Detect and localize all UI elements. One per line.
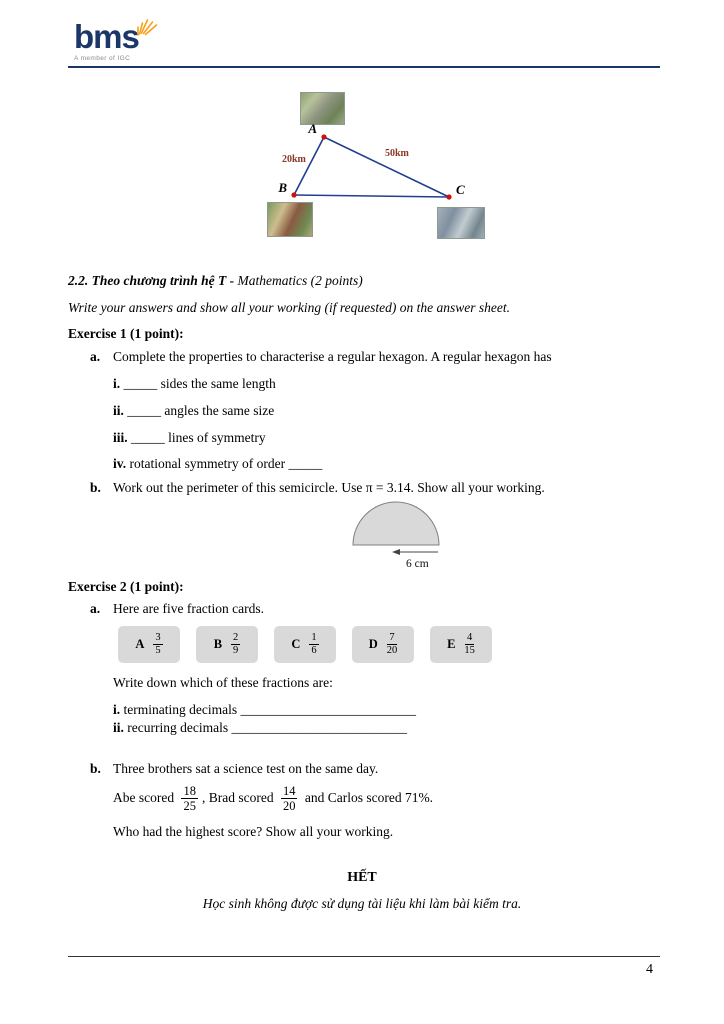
vertex-c-dot — [446, 194, 451, 199]
distance-ac-label: 50km — [385, 148, 409, 159]
section-heading — [68, 273, 363, 290]
card-d-numerator: 7 — [387, 632, 396, 645]
score-carlos-text: and Carlos scored 71%. — [304, 790, 434, 805]
ex2-item-b-label: b. — [90, 761, 101, 776]
card-b-numerator: 2 — [231, 632, 240, 645]
card-e-letter: E — [447, 637, 456, 651]
abe-fraction — [181, 784, 198, 814]
write-down-text: Write down which of these fractions are: — [113, 675, 333, 690]
section-heading-italic: Mathematics (2 points) — [237, 273, 363, 288]
exercise1-title: Exercise 1 (1 point): — [68, 326, 184, 341]
card-e-fraction — [464, 632, 475, 657]
recurring-decimals-line — [113, 720, 407, 737]
section-heading-bold: 2.2. Theo chương trình hệ T - — [68, 273, 238, 288]
vertex-a-dot — [321, 134, 326, 139]
hexagon-property-iv — [113, 456, 322, 473]
ex2-item-a-label: a. — [90, 601, 101, 616]
property-ii-label: ii. — [113, 403, 124, 418]
property-i-label: i. — [113, 376, 121, 391]
item-a-text: Complete the properties to characterise a regular hexagon. A regular hexagon has — [113, 349, 552, 364]
property-i-text: _____ sides the same length — [123, 376, 276, 391]
vertex-b-dot — [291, 192, 296, 197]
triangle-map-diagram — [253, 90, 498, 242]
property-iv-text: rotational symmetry of order _____ — [129, 456, 323, 471]
item-a-label: a. — [90, 349, 101, 364]
end-marker: HẾT — [347, 870, 377, 885]
abe-denominator: 25 — [183, 799, 196, 814]
vertex-c-label: C — [456, 182, 465, 197]
page-number: 4 — [646, 962, 653, 977]
triangle-edges — [294, 137, 449, 197]
hexagon-property-iii — [113, 430, 266, 447]
card-b-letter: B — [213, 637, 223, 651]
hexagon-property-ii — [113, 403, 274, 420]
footer-divider — [68, 956, 660, 957]
logo-tagline: A member of IGC — [74, 55, 131, 62]
card-d-denominator: 20 — [386, 645, 398, 656]
terminating-decimals-line — [113, 702, 416, 719]
sub-ii-answer-blank: __________________________ — [231, 720, 407, 735]
brad-numerator: 14 — [282, 784, 296, 799]
semicircle-measure-label: 6 cm — [406, 558, 429, 570]
brad-denominator: 20 — [282, 799, 296, 814]
card-c-fraction — [309, 632, 318, 657]
vertex-a-label: A — [308, 121, 317, 136]
score-brad-text: , Brad scored — [201, 790, 274, 805]
exam-rule-note: Học sinh không được sử dụng tài liệu khi làm bài kiểm tra. — [202, 896, 522, 911]
card-d-letter: D — [368, 637, 378, 651]
fraction-card-b — [196, 626, 258, 663]
fraction-card-e — [430, 626, 492, 663]
fraction-cards-row — [118, 626, 492, 663]
instruction-text: Write your answers and show all your working (if requested) on the answer sheet. — [68, 300, 510, 315]
property-iii-label: iii. — [113, 430, 128, 445]
semicircle-figure — [348, 501, 444, 578]
sub-i-answer-blank: __________________________ — [240, 702, 416, 717]
sub-i-text: terminating decimals — [123, 702, 238, 717]
semicircle-shape — [353, 502, 439, 545]
hexagon-property-i — [113, 376, 276, 393]
sub-ii-label: ii. — [113, 720, 124, 735]
item-b-label: b. — [90, 480, 101, 495]
triangle-svg — [253, 90, 498, 242]
highest-score-question: Who had the highest score? Show all your working. — [113, 824, 394, 839]
ex2-item-a-text: Here are five fraction cards. — [113, 601, 265, 616]
card-c-numerator: 1 — [309, 632, 318, 645]
exercise2-item-a — [90, 601, 264, 618]
radius-arrow-head — [392, 549, 400, 555]
card-e-numerator: 4 — [465, 632, 474, 645]
sub-ii-text: recurring decimals — [127, 720, 229, 735]
sunburst-icon — [134, 15, 160, 37]
card-c-letter: C — [291, 637, 301, 651]
property-iii-text: _____ lines of symmetry — [131, 430, 266, 445]
abe-numerator: 18 — [183, 784, 196, 799]
sub-i-label: i. — [113, 702, 121, 717]
semicircle-svg — [348, 501, 444, 573]
distance-ab-label: 20km — [282, 154, 306, 165]
exercise1-item-a — [90, 349, 552, 366]
brothers-scores-line — [113, 781, 433, 815]
score-abe-text: Abe scored — [113, 790, 175, 805]
fraction-card-d — [352, 626, 414, 663]
card-d-fraction — [387, 632, 398, 657]
bms-logo-text: bms — [74, 18, 139, 55]
fraction-card-c — [274, 626, 336, 663]
fraction-card-a — [118, 626, 180, 663]
bms-logo-row — [74, 20, 139, 53]
card-a-denominator: 5 — [155, 645, 161, 656]
card-a-numerator: 3 — [153, 632, 162, 645]
exercise2-item-b — [90, 761, 378, 778]
header-divider — [68, 66, 660, 68]
card-a-fraction — [153, 632, 162, 657]
exercise1-item-b — [90, 480, 545, 497]
vertex-b-label: B — [278, 180, 287, 195]
card-e-denominator: 15 — [464, 645, 475, 656]
bms-logo — [74, 20, 139, 62]
card-b-denominator: 9 — [233, 645, 239, 656]
item-b-text: Work out the perimeter of this semicircle. Use π = 3.14. Show all your working. — [113, 480, 545, 495]
brad-fraction — [281, 784, 298, 814]
card-a-letter: A — [135, 637, 145, 651]
property-ii-text: _____ angles the same size — [127, 403, 275, 418]
property-iv-label: iv. — [113, 456, 127, 471]
card-c-denominator: 6 — [311, 645, 317, 656]
exercise2-title: Exercise 2 (1 point): — [68, 579, 184, 594]
card-b-fraction — [231, 632, 240, 657]
ex2-item-b-text: Three brothers sat a science test on the same day. — [113, 761, 379, 776]
